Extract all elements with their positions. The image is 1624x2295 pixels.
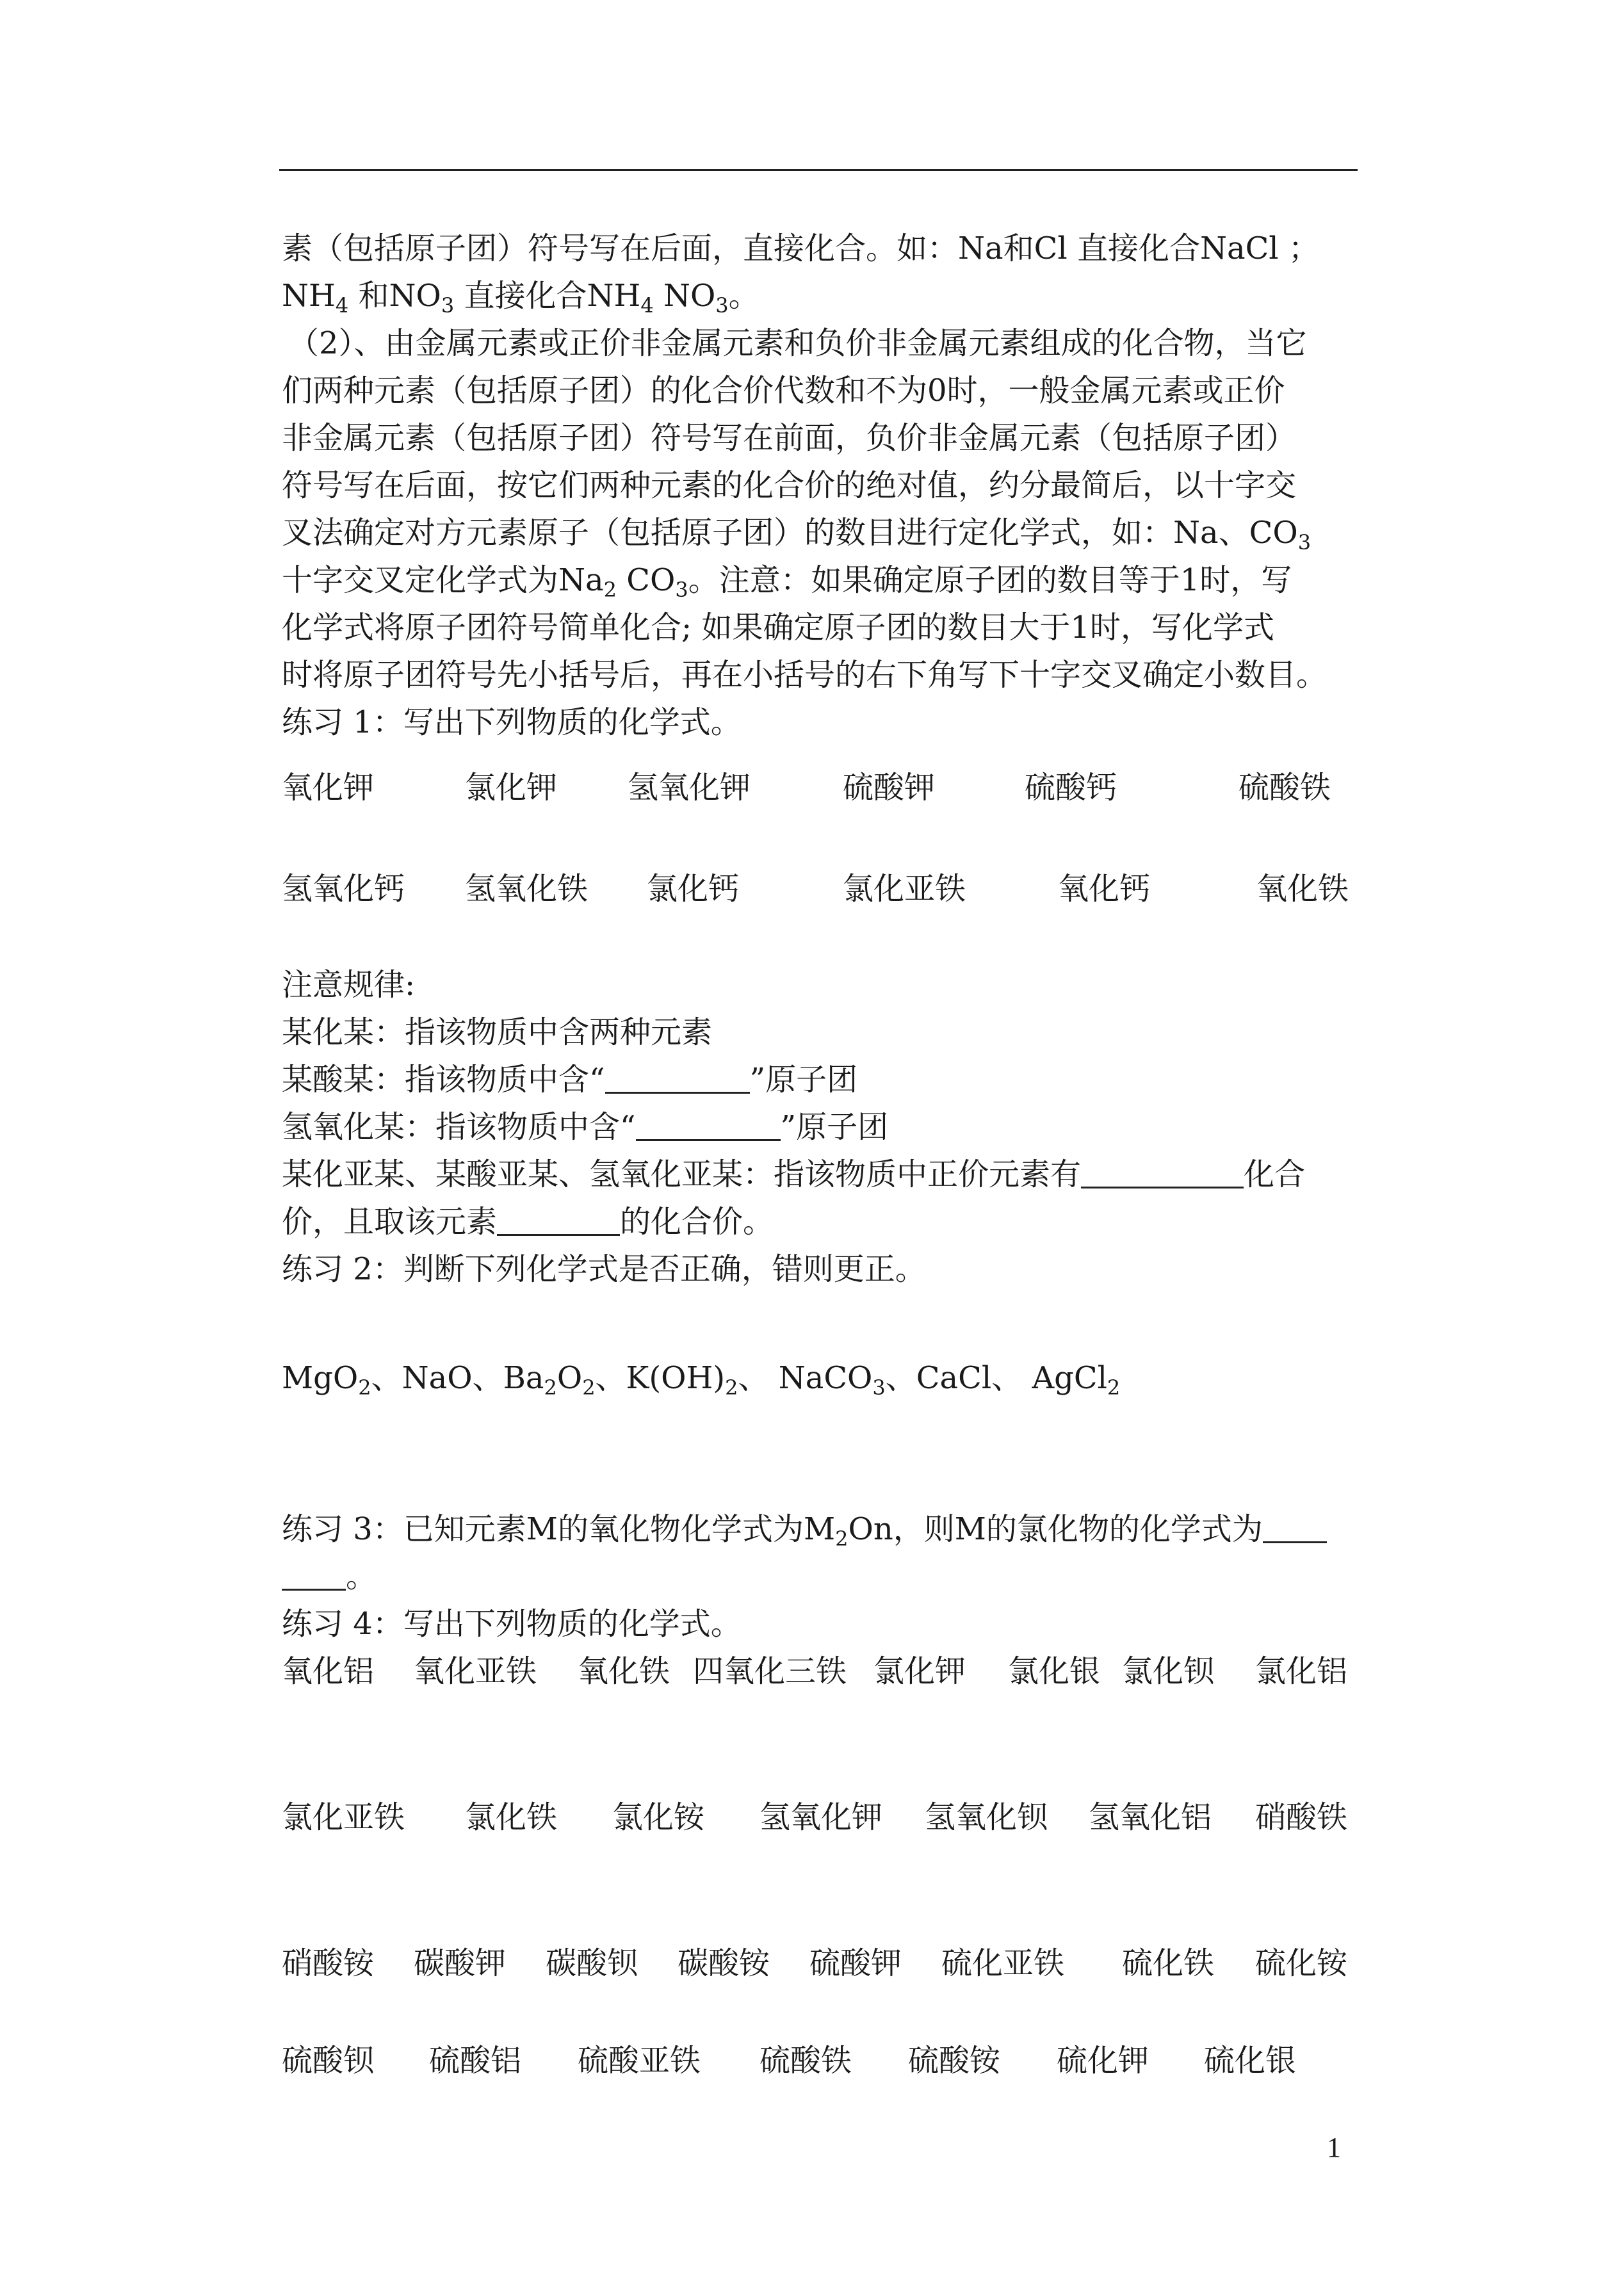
compound-name: 硫酸亚铁 [578,2043,701,2079]
paragraph-line [282,229,1319,268]
paragraph-line [282,656,1327,694]
rules-title [282,966,415,1004]
compound-name: 氧化亚铁 [414,1653,537,1689]
subscript: 2 [358,1375,371,1400]
text: 非金属元素（包括原子团）符号写在前面，负价非金属元素（包括原子团） [282,420,1297,456]
rule-line [282,1060,857,1099]
compound-name: 氯化铵 [612,1799,705,1835]
subscript: 2 [1107,1375,1121,1400]
compound-name: 氯化亚铁 [843,871,966,907]
compound-name: 硫化亚铁 [941,1945,1065,1981]
compound-name: 硫酸钡 [282,2043,375,2079]
compound-name: 硫酸铝 [429,2043,522,2079]
text: 十字交叉定化学式为Na [282,562,604,598]
text: 价，且取该元素 [282,1204,498,1240]
text: 。 [728,278,759,314]
paragraph-line [288,324,1307,362]
rule-line [282,1013,712,1051]
text: 、 NaCO [738,1360,873,1396]
paragraph-line [282,514,1311,562]
paragraph-line [282,419,1296,457]
text: 们两种元素（包括原子团）的化合价代数和不为0时，一般金属元素或正价 [282,373,1285,409]
exercise-3-line [282,1510,1327,1558]
exercise-2-formulas [282,1359,1120,1407]
text: 注意规律: [282,967,416,1003]
paragraph-line [282,371,1285,410]
compound-name: 氢氧化钙 [282,871,405,907]
text: 素（包括原子团）符号写在后面，直接化合。如：Na和Cl 直接化合NaCl ； [282,231,1319,266]
compound-name: 硝酸铁 [1255,1799,1348,1835]
paragraph-line [282,561,1292,609]
fill-blank[interactable] [636,1111,781,1141]
exercise-2-title [282,1250,926,1288]
text: 。注意：如果确定原子团的数目等于1时，写 [688,562,1292,598]
compound-name: 氢氧化铝 [1089,1799,1212,1835]
subscript: 2 [582,1375,596,1400]
paragraph-line [282,277,759,325]
compound-name: 氧化铝 [282,1653,375,1689]
page-number: 1 [1327,2132,1341,2163]
fill-blank[interactable] [497,1206,620,1236]
compound-name: 硝酸铵 [282,1945,375,1981]
exercise-4-title [282,1605,742,1643]
text: 练习 4：写出下列物质的化学式。 [282,1606,742,1642]
subscript: 3 [441,293,455,318]
text: 、K(OH) [595,1360,726,1396]
compound-name: 硫化铵 [1255,1945,1348,1981]
text: 某化亚某、某酸亚某、氢氧化亚某：指该物质中正价元素有 [282,1156,1082,1192]
subscript: 2 [544,1375,557,1400]
compound-name: 氢氧化钡 [925,1799,1048,1835]
text: 氢氧化某：指该物质中含“ [282,1109,636,1145]
compound-name: 硫酸钙 [1025,770,1117,806]
text: 某化某：指该物质中含两种元素 [282,1014,713,1050]
compound-name: 硫化钾 [1057,2043,1149,2079]
subscript: 2 [603,578,617,602]
text: 化学式将原子团符号简单化合; 如果确定原子团的数目大于1时，写化学式 [282,610,1274,645]
compound-name: 硫酸铵 [908,2043,1001,2079]
compound-name: 氯化钙 [647,871,740,907]
compound-name: 氯化钡 [1122,1653,1215,1689]
text: ”原子团 [780,1109,889,1145]
text: 练习 1：写出下列物质的化学式。 [282,704,742,740]
compound-name: 四氧化三铁 [693,1653,847,1689]
text: 、NaO、Ba [371,1360,544,1396]
subscript: 3 [872,1375,886,1400]
compound-name: 硫化银 [1204,2043,1297,2079]
fill-blank[interactable] [1263,1513,1327,1543]
fill-blank[interactable] [282,1561,346,1591]
text: NO [653,278,716,314]
text: 练习 2：判断下列化学式是否正确，错则更正。 [282,1251,926,1287]
compound-name: 氢氧化铁 [465,871,589,907]
paragraph-line [282,608,1274,647]
text: （2）、由金属元素或正价非金属元素和负价非金属元素组成的化合物，当它 [288,325,1307,361]
rule-line [282,1155,1305,1194]
compound-name: 碳酸钾 [414,1945,507,1981]
compound-name: 氢氧化钾 [759,1799,883,1835]
compound-name: 硫酸铁 [1238,770,1331,806]
exercise-1-title [282,703,742,742]
compound-name: 氧化钙 [1058,871,1151,907]
compound-name: 氧化铁 [578,1653,670,1689]
text: 。 [346,1559,377,1594]
compound-name: 氯化银 [1008,1653,1101,1689]
text: NH [282,278,336,314]
text: 化合 [1244,1156,1306,1192]
text: 的化合价。 [620,1204,774,1240]
compound-name: 氯化铁 [465,1799,558,1835]
rule-line [282,1203,774,1241]
text: MgO [282,1360,359,1396]
fill-blank[interactable] [1081,1158,1244,1188]
exercise-3-line [282,1557,377,1596]
compound-name: 硫化铁 [1122,1945,1215,1981]
subscript: 4 [335,293,349,318]
text: CO [616,562,676,598]
subscript: 3 [675,578,688,602]
compound-name: 氧化铁 [1256,871,1349,907]
compound-name: 氯化亚铁 [282,1799,405,1835]
compound-name: 氧化钾 [282,770,375,806]
text: ”原子团 [749,1062,858,1098]
text: 练习 3：已知元素M的氧化物化学式为M [282,1511,836,1547]
text: 某酸某：指该物质中含“ [282,1062,605,1098]
text: 叉法确定对方元素原子（包括原子团）的数目进行定化学式，如：Na、CO [282,515,1298,551]
text: O [556,1360,583,1396]
subscript: 4 [640,293,654,318]
subscript: 3 [715,293,729,318]
fill-blank[interactable] [605,1064,750,1094]
compound-name: 氯化钾 [873,1653,966,1689]
compound-name: 氢氧化钾 [628,770,751,806]
paragraph-line [282,466,1296,505]
text: 符号写在后面，按它们两种元素的化合价的绝对值，约分最简后，以十字交 [282,467,1297,503]
text: 、CaCl、 AgCl [885,1360,1107,1396]
header-rule [279,169,1358,171]
rule-line [282,1108,888,1146]
compound-name: 氯化铝 [1255,1653,1348,1689]
text: 时将原子团符号先小括号后，再在小括号的右下角写下十字交叉确定小数目。 [282,657,1328,693]
compound-name: 硫酸钾 [809,1945,902,1981]
subscript: 3 [1297,530,1311,555]
text: 直接化合NH [454,278,641,314]
compound-name: 硫酸铁 [759,2043,852,2079]
text: 和NO [348,278,441,314]
compound-name: 氯化钾 [465,770,558,806]
compound-name: 碳酸铵 [678,1945,770,1981]
subscript: 2 [725,1375,738,1400]
text: On，则M的氯化物的化学式为 [848,1511,1263,1547]
subscript: 2 [835,1527,849,1551]
compound-name: 碳酸钡 [546,1945,638,1981]
compound-name: 硫酸钾 [843,770,936,806]
